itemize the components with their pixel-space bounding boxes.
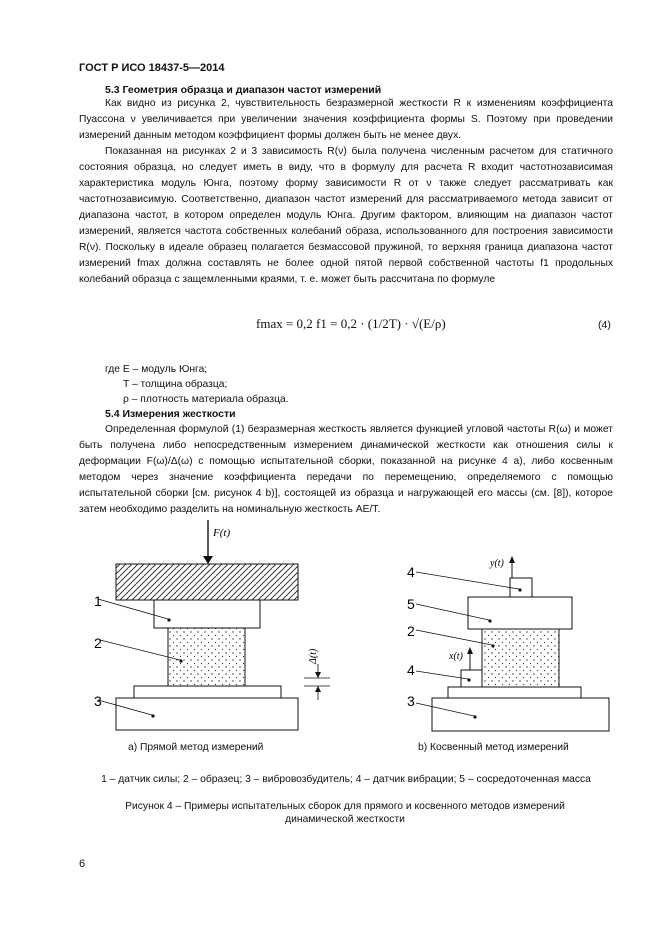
- section-5-4-paragraph-1: Определенная формулой (1) безразмерная жесткость является функцией угловой частоты R(ω) и может быть получена либо непосредственным измерением динамической жесткости как отношения силы к деформации F(ω)/Δ(ω) с помощью испытательной сборки, показанной на рисунке 4 а), либо косвенным методом через значение коэффициента передачи по перемещению, определяемого с помощью испытательной сборки [см. рисунок 4 b)], состоящей из образца и нагружающей его массы (см. [8]), которое затем необходимо разделить на номинальную жесткость AE/T.: [79, 424, 613, 515]
- figure-caption: Рисунок 4 – Примеры испытательных сборок для прямого и косвенного методов измерений динамической жесткости: [125, 801, 565, 825]
- force-arrow-head: [203, 556, 213, 564]
- section-5-3-paragraph-2: Показанная на рисунках 2 и 3 зависимость R(ν) была получена численным расчетом для статичного состояния образца, но следует иметь в виду, что в формулу для расчета R входит частотнозависимая характеристика модуль Юнга, поэтому форму зависимости R от ν также следует рассматривать как частотнозависимую. Соответственно, диапазон частот измерений для рассматриваемого метода зависит от диапазона частот, в котором определен модуль Юнга. Другим фактором, влияющим на диапазон частот измерений, является частота собственных колебаний образа, использованного для построения зависимости R(ν). Поскольку в идеале образец полагается безмассовой пружиной, то верхняя граница диапазона частот измерений fmax должна составлять не более одной пятой первой собственной частоты f1 продольных колебаний образца с защемленными краями, т. е. может быть рассчитана по формуле: [79, 146, 613, 285]
- where-item: где E – модуль Юнга;: [105, 364, 208, 375]
- right-label-3: 3: [407, 693, 415, 709]
- concentrated-mass: [468, 597, 572, 629]
- caption-b: b) Косвенный метод измерений: [418, 742, 569, 753]
- formula-number: (4): [598, 319, 611, 331]
- force-sensor-block: [154, 600, 260, 628]
- x-label: x(t): [449, 651, 463, 662]
- shaker-block-b: [432, 698, 609, 731]
- left-label-1: 1: [94, 593, 102, 609]
- figure-legend: 1 – датчик силы; 2 – образец; 3 – вибровозбудитель; 4 – датчик вибрации; 5 – сосредоточенная масса: [101, 774, 591, 785]
- left-label-2: 2: [94, 635, 102, 651]
- loading-plate: [116, 564, 298, 600]
- right-label-2: 2: [407, 623, 415, 639]
- page-number: 6: [79, 858, 86, 870]
- specimen-block-b: [482, 629, 559, 687]
- y-label: y(t): [490, 558, 504, 569]
- section-5-4-title: 5.4 Измерения жесткости: [105, 408, 236, 420]
- where-item: T – толщина образца;: [123, 379, 228, 390]
- formula-4: fmax = 0,2 f1 = 0,2 · (1/2T) · √(E/ρ): [256, 316, 446, 331]
- where-item: ρ – плотность материала образца.: [123, 394, 289, 405]
- shaker-block: [116, 698, 298, 730]
- section-5-3-paragraph-1: Как видно из рисунка 2, чувствительность безразмерной жесткости R к изменениям коэффициента Пуассона ν увеличивается при увеличении значения коэффициента формы S. Поэтому при проведении измерений данным методом коэффициент формы должен быть не менее двух.: [79, 98, 613, 141]
- vibration-sensor-top: [510, 578, 532, 597]
- right-label-4-top: 4: [407, 564, 415, 580]
- left-label-3: 3: [94, 693, 102, 709]
- right-label-4-bottom: 4: [407, 662, 415, 678]
- caption-a: a) Прямой метод измерений: [128, 742, 264, 753]
- shaker-top-plate-b: [448, 687, 581, 698]
- force-label: F(t): [213, 527, 231, 539]
- specimen-block: [168, 628, 245, 686]
- section-5-3-title: 5.3 Геометрия образца и диапазон частот измерений: [105, 84, 382, 96]
- shaker-top-plate: [134, 686, 281, 698]
- delta-label: Δ(t): [308, 648, 319, 664]
- document-header: ГОСТ Р ИСО 18437-5—2014: [79, 62, 225, 74]
- right-label-5: 5: [407, 596, 415, 612]
